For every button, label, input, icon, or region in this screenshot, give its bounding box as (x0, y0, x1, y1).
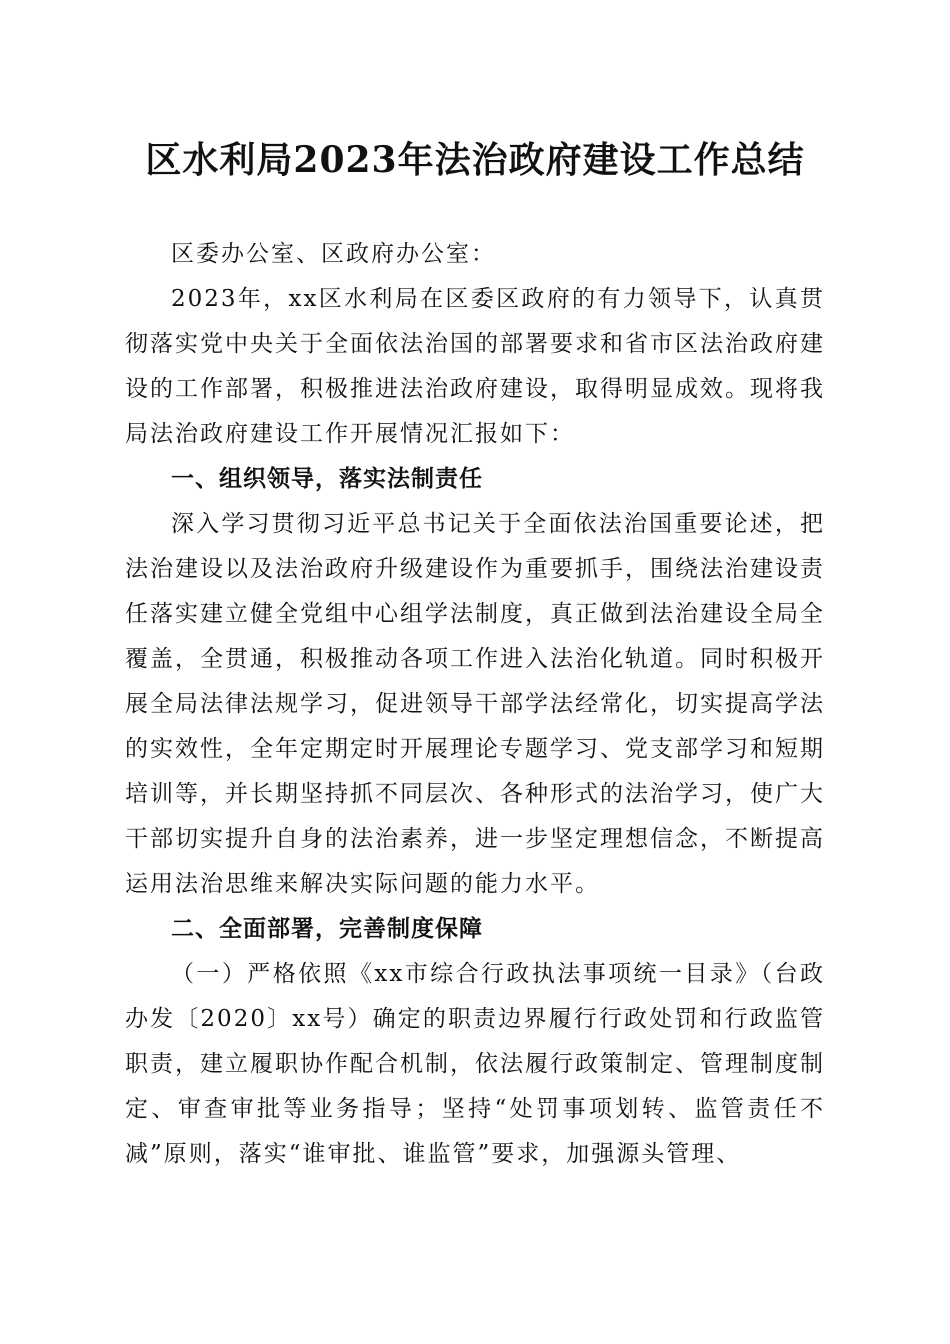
document-title: 区水利局2023年法治政府建设工作总结 (145, 139, 805, 181)
salutation: 区委办公室、区政府办公室： (171, 241, 496, 267)
section-heading-2: 二、全面部署，完善制度保障 (171, 916, 483, 942)
intro-paragraph: 2023年，xx区水利局在区委区政府的有力领导下，认真贯彻落实党中央关于全面依法治国的部署要求和省市区法治政府建设的工作部署，积极推进法治政府建设，取得明显成效。现将我局法治政府建设工作开展情况汇报如下： (125, 286, 825, 447)
document-body (125, 232, 825, 1177)
section-paragraph-1: 深入学习贯彻习近平总书记关于全面依法治国重要论述，把法治建设以及法治政府升级建设作为重要抓手，围绕法治建设责任落实建立健全党组中心组学法制度，真正做到法治建设全局全覆盖，全贯通，积极推动各项工作进入法治化轨道。同时积极开展全局法律法规学习，促进领导干部学法经常化，切实提高学法的实效性，全年定期定时开展理论专题学习、党支部学习和短期培训等，并长期坚持抓不同层次、各种形式的法治学习，使广大干部切实提升自身的法治素养，进一步坚定理想信念，不断提高运用法治思维来解决实际问题的能力水平。 (125, 511, 825, 897)
section-heading-1: 一、组织领导，落实法制责任 (171, 466, 483, 492)
section-paragraph-2: （一）严格依照《xx市综合行政执法事项统一目录》（台政办发〔2020〕xx号）确定的职责边界履行行政处罚和行政监管职责，建立履职协作配合机制，依法履行政策制定、管理制度制定、审查审批等业务指导；坚持“处罚事项划转、监管责任不减”原则，落实“谁审批、谁监管”要求，加强源头管理、 (125, 961, 825, 1167)
